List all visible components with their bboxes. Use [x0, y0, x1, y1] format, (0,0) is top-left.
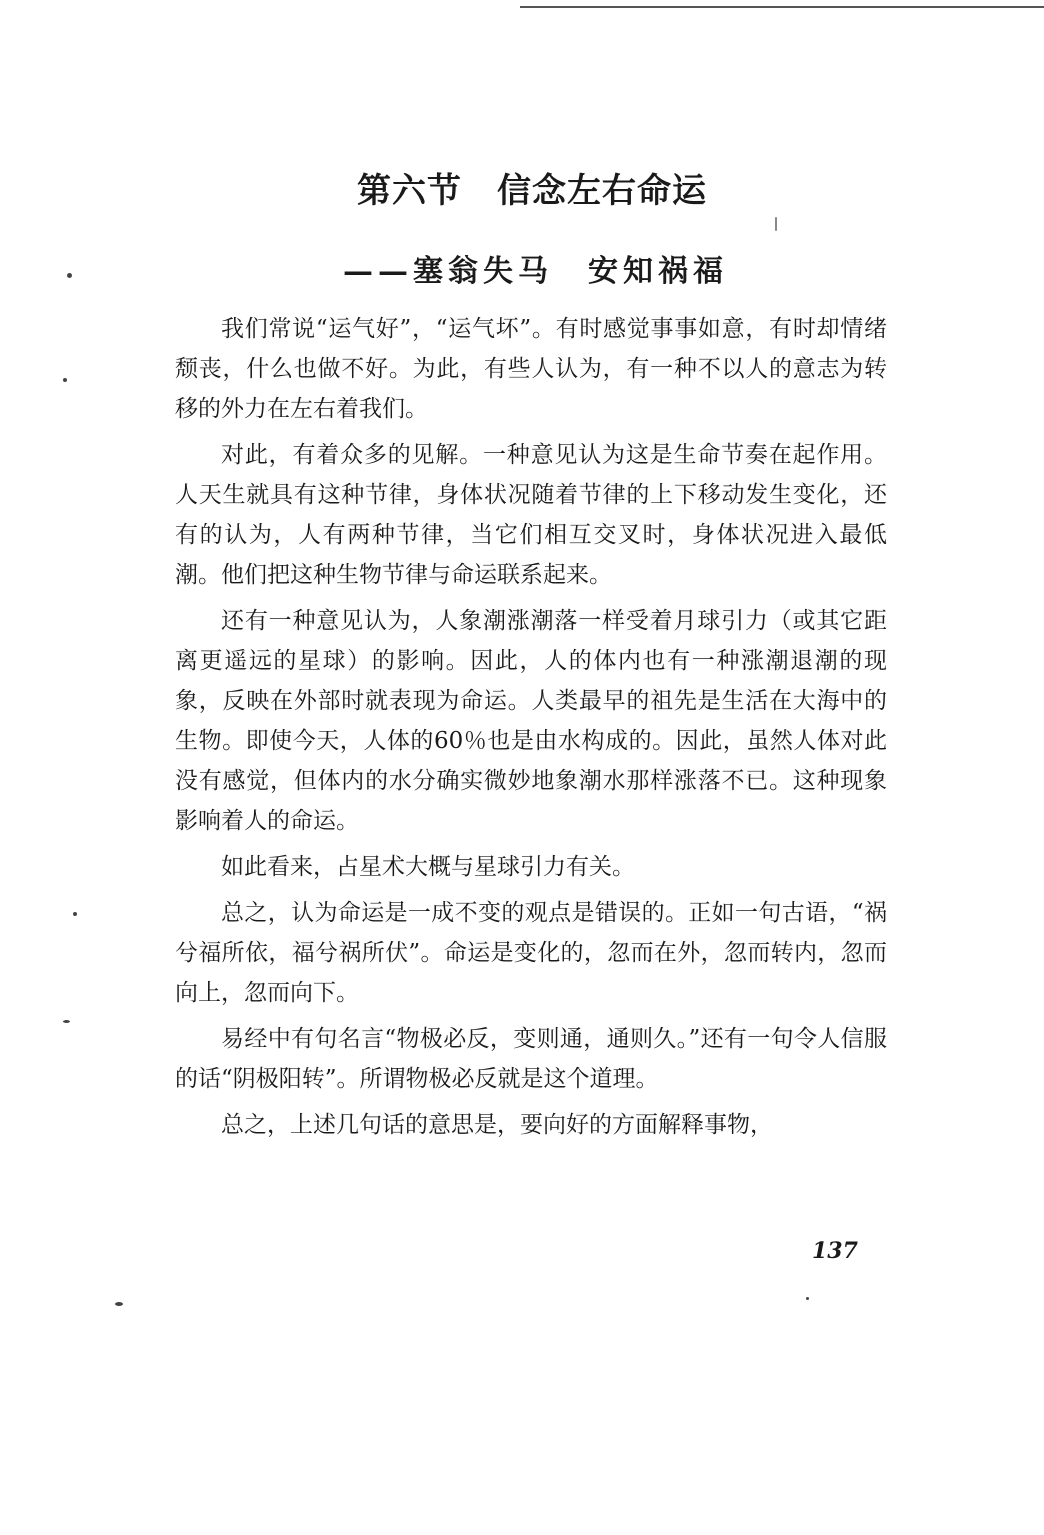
subtitle: ——塞翁失马 安知祸福	[343, 254, 728, 289]
paragraph: 如此看来，占星术大概与星球引力有关。	[221, 854, 635, 880]
scan-speck	[67, 273, 72, 278]
page-number: 137	[812, 1238, 858, 1264]
scan-speck	[63, 378, 67, 382]
section-title: 第六节 信念左右命运	[357, 171, 707, 211]
paragraph: 还有一种意见认为，人象潮涨潮落一样受着月球引力（或其它距离更遥远的星球）的影响。因此，人的体内也有一种涨潮退潮的现象，反映在外部时就表现为命运。人类最早的祖先是生活在大海中的生物。即使今天，人体的60％也是由水构成的。因此，虽然人体对此没有感觉，但体内的水分确实微妙地象潮水那样涨落不已。这种现象影响着人的命运。	[175, 608, 887, 834]
scan-speck	[806, 1297, 809, 1300]
top-rule	[520, 6, 1044, 8]
paragraph: 总之，认为命运是一成不变的观点是错误的。正如一句古语，“祸兮福所依，福兮祸所伏”。命运是变化的，忽而在外，忽而转内，忽而向上，忽而向下。	[175, 900, 887, 1006]
paragraph: 易经中有句名言“物极必反，变则通，通则久。”还有一句令人信服的话“阴极阳转”。所谓物极必反就是这个道理。	[175, 1026, 887, 1092]
scan-speck	[115, 1302, 123, 1306]
paragraph: 我们常说“运气好”，“运气坏”。有时感觉事事如意，有时却情绪颓丧，什么也做不好。为此，有些人认为，有一种不以人的意志为转移的外力在左右着我们。	[175, 316, 887, 422]
paragraph: 总之，上述几句话的意思是，要向好的方面解释事物，	[221, 1112, 773, 1138]
scan-speck	[73, 912, 77, 916]
scan-speck	[63, 1020, 70, 1023]
paragraph: 对此，有着众多的见解。一种意见认为这是生命节奏在起作用。人天生就具有这种节律，身体状况随着节律的上下移动发生变化，还有的认为，人有两种节律，当它们相互交叉时，身体状况进入最低潮。他们把这种生物节律与命运联系起来。	[175, 442, 887, 588]
scan-speck	[775, 217, 777, 231]
body-text	[175, 309, 887, 1151]
